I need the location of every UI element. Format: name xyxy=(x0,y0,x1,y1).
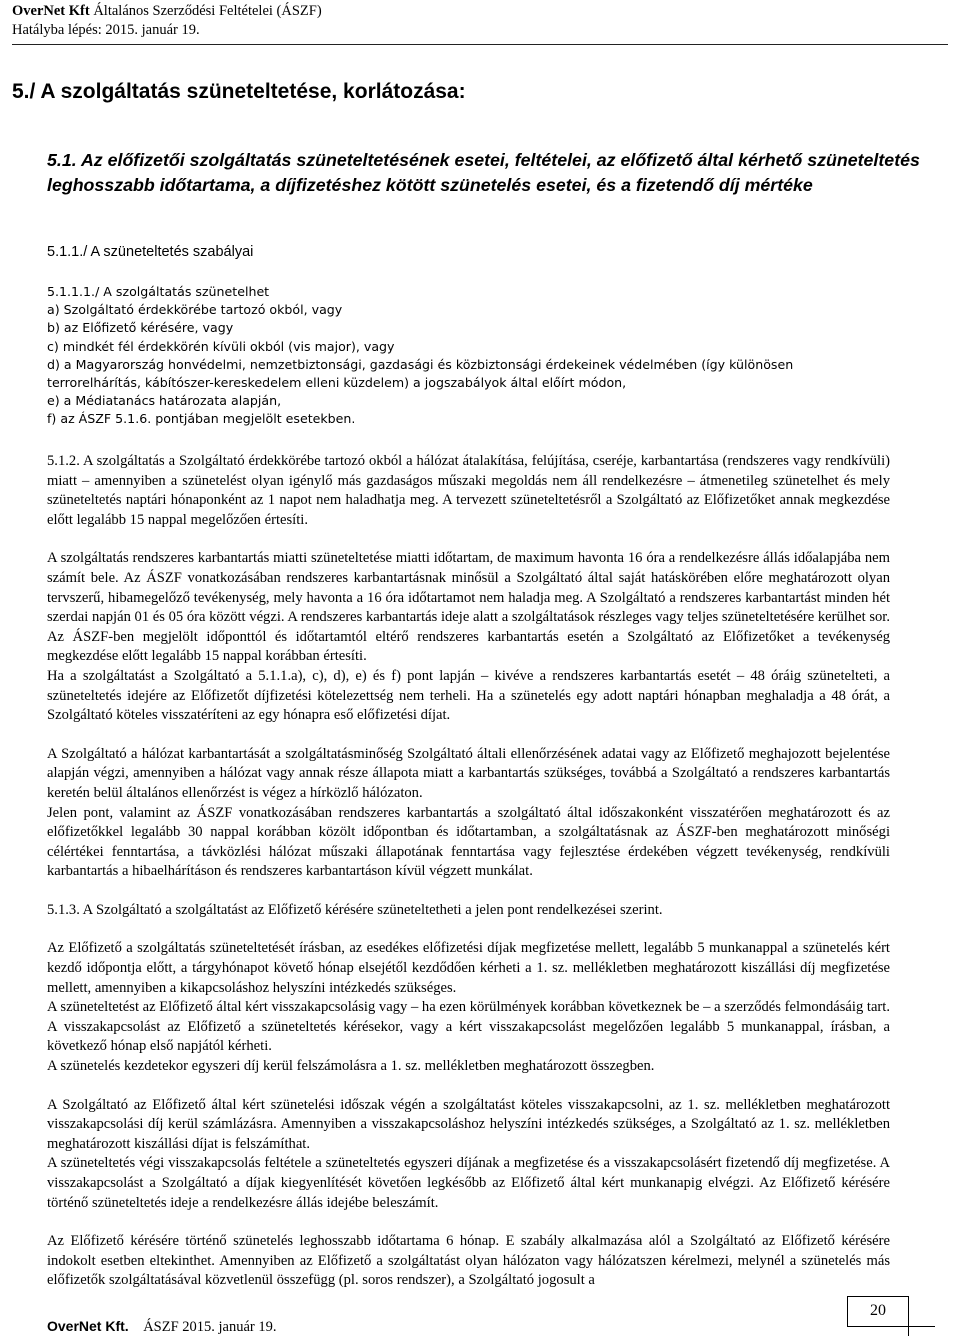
header-divider xyxy=(12,44,948,45)
document-footer xyxy=(47,1318,277,1336)
paragraph: Az Előfizető kérésére történő szünetelés leghosszabb időtartama 6 hónap. E szabály alkalmazása alól a Szolgáltató az Előfizető kérésére indokolt esetben eltekinthet. Amennyiben az Előfizető a szolgáltatást olyan hálózaton vagy hálózatszen kérelmezi, melynél a szünetelés más előfizetők szolgáltatásával közvetlenül összefügg (pl. soros rendszer), a Szolgáltató jogosult a xyxy=(47,1233,890,1289)
paragraph: A szünetelés kezdetekor egyszeri díj kerül felszámolásra a 1. sz. mellékletben meghatározott összegben. xyxy=(47,1058,655,1075)
list-item: c) mindkét fél érdekkörén kívüli okból (vis major), vagy xyxy=(47,338,395,354)
list-item: 5.1.1.1./ A szolgáltatás szünetelhet xyxy=(47,284,270,299)
body-text xyxy=(47,452,890,1291)
paragraph: 5.1.2. A szolgáltatás a Szolgáltató érdekkörébe tartozó okból a hálózat átalakítása, felújítása, cseréje, karbantartása (rendszeres vagy rendkívüli) miatt – amennyiben a szünetelést olyan igénylő más gazdaságos műszaki megoldás nem áll rendelkezésre – átmenetileg szünetelhet és mely szüneteltetés naptári hónaponként az 1 napot nem haladhatja meg. A tervezett szüneteltetésről a Szolgáltató az Előfizetőket annak megkezdése előtt legalább 15 nappal megelőzően értesíti. xyxy=(47,453,890,528)
paragraph-gap xyxy=(47,530,890,549)
list-item: a) Szolgáltató érdekkörébe tartozó okból, vagy xyxy=(47,302,343,318)
header-company: OverNet Kft xyxy=(12,3,90,19)
header-title-line xyxy=(12,2,932,21)
paragraph: Jelen pont, valamint az ÁSZF vonatkozásában rendszeres karbantartás a szolgáltató által időszakonként visszatérően meghatározott és az előfizetőkkel legalább 30 nappal korábban közölt időpontban és időtartamban, a szolgáltatásnak az ÁSZF-ben meghatározott minőségi célértékei fenntartása, a távközlési hálózat műszaki állapotának fenntartása vagy fejlesztése érdekében végzett tevékenység, rendkívüli karbantartás a hibaelhárításon és rendszeres karbantartáson kívül végzett munkálat. xyxy=(47,804,890,880)
header-doc-title: Általános Szerződési Feltételei (ÁSZF) xyxy=(93,3,322,19)
paragraph-gap xyxy=(47,1077,890,1096)
paragraph-gap xyxy=(47,920,890,939)
paragraph: A szüneteltetés végi visszakapcsolás feltétele a szüneteltetés egyszeri díjának a megfizetése és a visszakapcsolásért fizetendő díj megfizetése. A visszakapcsolást a Szolgáltató a díjak kiegyenlítését követően legkésőbb az Előfizető által kért munkanapig elvégzi. Az Előfizető kérésére történő szüneteltetés ideje a rendelkezésre állás idejébe beleszámít. xyxy=(47,1155,890,1211)
page-number-base xyxy=(847,1326,935,1327)
paragraph: A Szolgáltató a hálózat karbantartását a szolgáltatásminőség Szolgáltató általi ellenőrzésének adatai vagy az Előfizető meghajozott bejelentése alapján végzi, amennyiben a hálózat vagy annak része állapota miatt a karbantartás szükséges, továbbá a Szolgáltató a rendszeres karbantartás keretén belül általános ellenőrzést is végez a hírközlő hálózaton. xyxy=(47,745,890,801)
section-title: 5./ A szolgáltatás szüneteltetése, korlátozása: xyxy=(12,80,466,103)
page-number-tab xyxy=(908,1296,936,1336)
paragraph-gap xyxy=(47,882,890,901)
list-item: b) az Előfizető kérésére, vagy xyxy=(47,320,234,336)
paragraph: 5.1.3. A Szolgáltató a szolgáltatást az Előfizető kérésére szüneteltetheti a jelen pont rendelkezései szerint. xyxy=(47,901,663,918)
paragraph: Az Előfizető a szolgáltatás szüneteltetését írásban, az esedékes előfizetési díjak megfizetése mellett, legalább 5 munkanappal a szünetelés kért kezdő időpontja előtt, a tárgyhónapot követő hónap elsejétől kezdődően kérheti a 1. sz. mellékletben meghatározott kiszállási díj megfizetése mellett, amennyiben a kikapcsoláshoz helyszíni intézkedés szükséges. xyxy=(47,940,890,996)
subsection-title: 5.1. Az előfizetői szolgáltatás szüneteltetésének esetei, feltételei, az előfizető által kérhető szüneteltetés leghosszabb időtartama, a díjfizetéshez kötött szünetelés esetei, és a fizetendő díj mértéke xyxy=(47,150,920,195)
paragraph: A szolgáltatás rendszeres karbantartás miatti szüneteltetése miatti időtartam, de maximum havonta 16 óra a rendelkezésre állás időalapjába nem számít bele. Az ÁSZF vonatkozásában rendszeres karbantartásnak minősül a Szolgáltató által saját hatáskörében előre meghatározott olyan tervszerű, hibamegelőző tevékenység, mely havonta a 16 óra időtartamot nem haladja meg. A Szolgáltató a rendszeres karbantartást minden hét szerdai napján 01 és 05 óra között végzi. A rendszeres karbantartás ideje alatt a szolgáltatások részleges vagy teljes szüneteltetésére kerülhet sor. Az ÁSZF-ben megjelölt időponttól és időtartamtól eltérő rendszeres karbantartás esetén a Szolgáltató az Előfizetőket a tevékenység megkezdése előtt legalább 15 nappal korábban értesíti. xyxy=(47,550,890,665)
list-item: d) a Magyarország honvédelmi, nemzetbiztonsági, gazdasági és közbiztonsági érdekeinek védelmében (így különösen xyxy=(47,356,794,372)
footer-doc: ÁSZF 2015. január 19. xyxy=(143,1319,277,1335)
paragraph: A szüneteltetést az Előfizető által kért visszakapcsolásig vagy – ha ezen körülmények korábban következnek be – a szerződés felmondásáig tart. A visszakapcsolást az Előfizető a szüneteltetés kérésekor, vagy a kért visszakapcsolást megelőzően legalább 5 munkanappal, írásban, a következő hónap első napjától kérheti. xyxy=(47,999,890,1055)
footer-company: OverNet Kft. xyxy=(47,1318,129,1334)
document-header xyxy=(12,2,932,40)
list-item: f) az ÁSZF 5.1.6. pontjában megjelölt esetekben. xyxy=(47,411,356,427)
suspension-cases-list xyxy=(47,283,927,429)
paragraph-gap xyxy=(47,1213,890,1232)
paragraph-gap xyxy=(47,726,890,745)
list-item: terrorelhárítás, kábítószer-kereskedelem elleni küzdelem) a jogszabályok által előírt módon, xyxy=(47,375,627,391)
page-number: 20 xyxy=(847,1296,908,1327)
paragraph: Ha a szolgáltatást a Szolgáltató a 5.1.1.a), c), d), e) és f) pont lapján – kivéve a rendszeres karbantartás esetét – 48 óráig szünetelteti, a szüneteltetés idejére az Előfizetőt díjfizetési kötelezettség nem terheli. Ha a szünetelés egy adott naptári hónapban meghaladja a 48 órát, a Szolgáltató köteles visszatéríteni az egy hónapra eső előfizetési díjat. xyxy=(47,667,890,724)
subsubsection-title: 5.1.1./ A szüneteltetés szabályai xyxy=(47,244,254,260)
header-effective-date: Hatályba lépés: 2015. január 19. xyxy=(12,22,200,38)
paragraph: A Szolgáltató az Előfizető által kért szünetelési időszak végén a szolgáltatást köteles visszakapcsolni, az 1. sz. mellékletben meghatározott visszakapcsolási díj kerül számlázásra. Amennyiben a visszakapcsoláshoz helyszíni intézkedés szükséges, a Szolgáltató az 1. sz. mellékletben meghatározott kiszállási díjat is felszámíthat. xyxy=(47,1096,890,1152)
list-item: e) a Médiatanács határozata alapján, xyxy=(47,393,282,409)
